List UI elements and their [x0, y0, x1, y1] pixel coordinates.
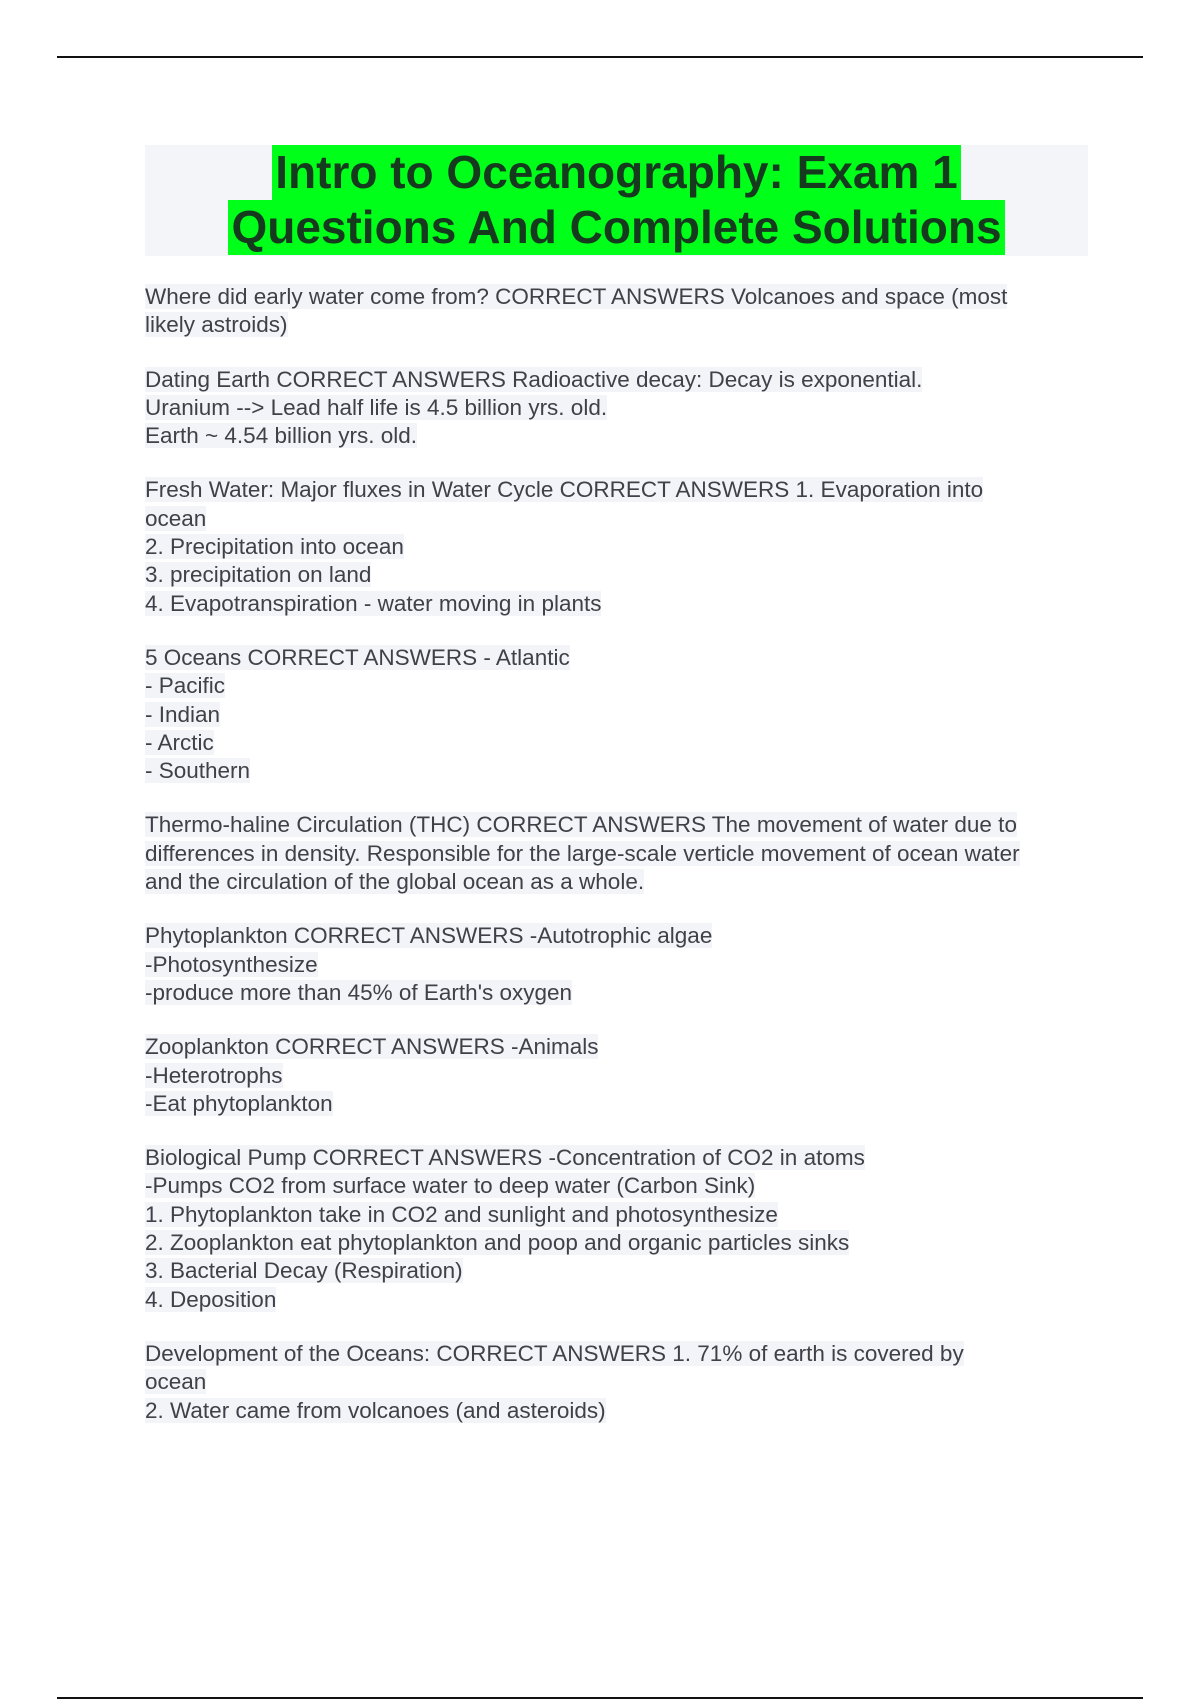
- qa-line-text: - Indian: [145, 701, 221, 727]
- qa-line-text: -Photosynthesize: [145, 951, 318, 977]
- qa-line: [145, 533, 1095, 561]
- title-line-1: Intro to Oceanography: Exam 1: [272, 145, 960, 200]
- qa-line-text: Earth ~ 4.54 billion yrs. old.: [145, 423, 418, 449]
- qa-line: [145, 1397, 1095, 1425]
- qa-line: [145, 590, 1095, 618]
- qa-line-text: - Arctic: [145, 729, 214, 755]
- qa-entry: [145, 922, 1095, 1007]
- qa-line-text: Dating Earth CORRECT ANSWERS Radioactive decay: Decay is exponential.: [145, 366, 923, 392]
- qa-entry: [145, 1144, 1095, 1314]
- qa-line: [145, 561, 1095, 589]
- qa-line-text: - Southern: [145, 758, 251, 784]
- qa-line-text: Development of the Oceans: CORRECT ANSWERS 1. 71% of earth is covered by: [145, 1340, 964, 1366]
- qa-line-text: 3. Bacterial Decay (Respiration): [145, 1258, 463, 1284]
- qa-entry: [145, 283, 1095, 340]
- qa-line-text: 2. Precipitation into ocean: [145, 534, 404, 560]
- qa-line-text: 1. Phytoplankton take in CO2 and sunlight and photosynthesize: [145, 1201, 778, 1227]
- qa-line-text: 4. Evapotranspiration - water moving in plants: [145, 590, 602, 616]
- qa-line: [145, 979, 1095, 1007]
- qa-entry: [145, 476, 1095, 617]
- qa-line: [145, 1340, 1095, 1368]
- qa-line-text: ocean: [145, 1369, 207, 1395]
- qa-line-text: 2. Zooplankton eat phytoplankton and poop and organic particles sinks: [145, 1230, 850, 1256]
- qa-line-text: Uranium --> Lead half life is 4.5 billion yrs. old.: [145, 394, 608, 420]
- qa-line: [145, 1172, 1095, 1200]
- qa-line-text: Thermo-haline Circulation (THC) CORRECT ANSWERS The movement of water due to: [145, 812, 1017, 838]
- qa-line: [145, 1062, 1095, 1090]
- qa-line-text: Where did early water come from? CORRECT ANSWERS Volcanoes and space (most: [145, 284, 1008, 309]
- qa-entry: [145, 366, 1095, 451]
- qa-entry: [145, 811, 1095, 896]
- qa-line: [145, 701, 1095, 729]
- qa-line-text: Zooplankton CORRECT ANSWERS -Animals: [145, 1034, 599, 1060]
- qa-entry: [145, 1340, 1095, 1425]
- qa-line-text: ocean: [145, 505, 207, 531]
- qa-line-text: -Heterotrophs: [145, 1062, 283, 1088]
- qa-entry: [145, 1033, 1095, 1118]
- qa-line-text: 5 Oceans CORRECT ANSWERS - Atlantic: [145, 644, 570, 670]
- qa-line-text: 2. Water came from volcanoes (and asteroids): [145, 1397, 606, 1423]
- qa-line: [145, 729, 1095, 757]
- qa-line: [145, 1201, 1095, 1229]
- qa-line: [145, 811, 1095, 839]
- qa-line: [145, 422, 1095, 450]
- qa-line: [145, 868, 1095, 896]
- qa-line-text: -Pumps CO2 from surface water to deep water (Carbon Sink): [145, 1173, 756, 1199]
- qa-line-text: -produce more than 45% of Earth's oxygen: [145, 979, 573, 1005]
- qa-line-text: Fresh Water: Major fluxes in Water Cycle CORRECT ANSWERS 1. Evaporation into: [145, 477, 984, 503]
- qa-line: [145, 1257, 1095, 1285]
- qa-line: [145, 672, 1095, 700]
- bottom-rule: [57, 1697, 1143, 1699]
- title-line-2: Questions And Complete Solutions: [228, 200, 1004, 255]
- qa-line: [145, 1229, 1095, 1257]
- qa-line: [145, 1033, 1095, 1061]
- qa-entry: [145, 644, 1095, 785]
- qa-line-text: -Eat phytoplankton: [145, 1090, 333, 1116]
- document-title: [145, 145, 1088, 256]
- qa-line: [145, 366, 1095, 394]
- qa-line: [145, 757, 1095, 785]
- qa-line: [145, 1090, 1095, 1118]
- qa-line: [145, 840, 1095, 868]
- qa-line-text: - Pacific: [145, 673, 226, 699]
- qa-line: [145, 922, 1095, 950]
- qa-line: [145, 311, 1095, 339]
- qa-line: [145, 476, 1095, 504]
- qa-line: [145, 1286, 1095, 1314]
- qa-line-text: 3. precipitation on land: [145, 562, 372, 588]
- qa-line-text: Phytoplankton CORRECT ANSWERS -Autotrophic algae: [145, 923, 713, 949]
- qa-line-text: 4. Deposition: [145, 1286, 277, 1312]
- qa-line-text: differences in density. Responsible for the large-scale verticle movement of ocean water: [145, 840, 1020, 866]
- top-rule: [57, 56, 1143, 58]
- qa-line-text: Biological Pump CORRECT ANSWERS -Concentration of CO2 in atoms: [145, 1145, 865, 1171]
- qa-line: [145, 394, 1095, 422]
- qa-line: [145, 644, 1095, 672]
- qa-line: [145, 505, 1095, 533]
- qa-line-text: likely astroids): [145, 312, 288, 338]
- qa-line: [145, 1144, 1095, 1172]
- qa-line: [145, 1368, 1095, 1396]
- qa-line: [145, 283, 1095, 311]
- qa-line: [145, 951, 1095, 979]
- document-body: [145, 283, 1095, 1451]
- qa-line-text: and the circulation of the global ocean as a whole.: [145, 869, 645, 895]
